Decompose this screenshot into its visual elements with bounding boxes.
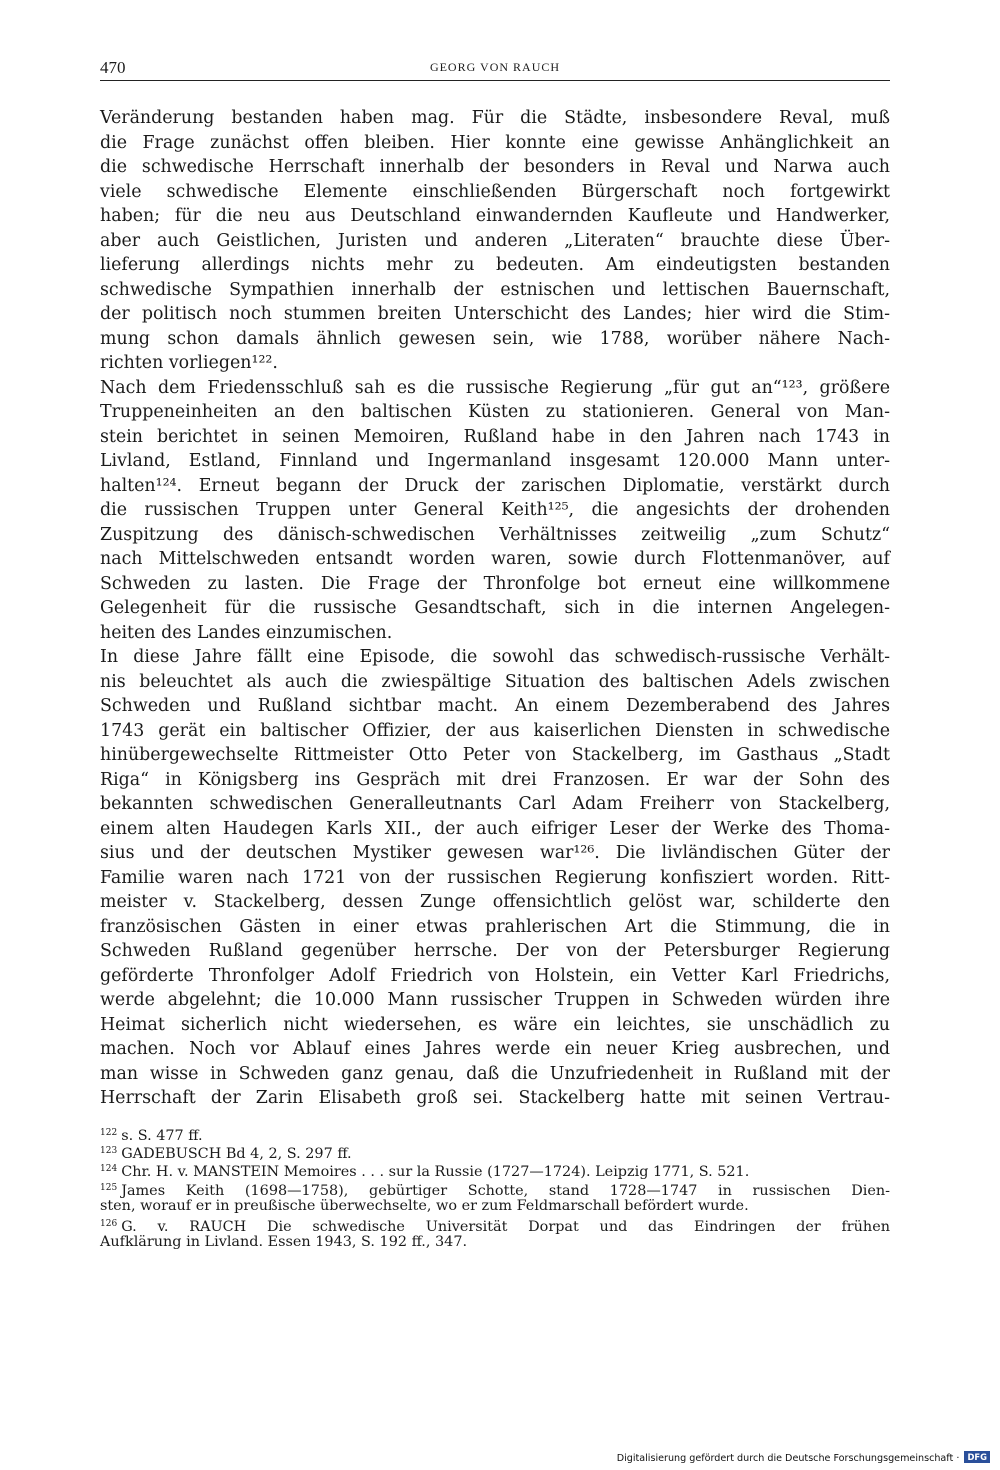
footnote-text: James Keith (1698—1758), gebürtiger Schotte, stand 1728—1747 in russischen Dien-	[121, 1182, 890, 1199]
text-line: hinübergewechselte Rittmeister Otto Peter von Stackelberg, im Gasthaus „Stadt	[100, 745, 890, 765]
text-line: 1743 gerät ein baltischer Offizier, der aus kaiserlichen Diensten in schwedische	[100, 720, 890, 741]
text-line: Livland, Estland, Finnland und Ingermanland insgesamt 120.000 Mann unter-	[100, 451, 890, 471]
text-line: stein berichtet in seinen Memoiren, Rußland habe in den Jahren nach 1743 in	[100, 426, 890, 447]
text-line: Schweden Rußland gegenüber herrsche. Der von der Petersburger Regierung	[100, 941, 890, 961]
footnote	[100, 1160, 890, 1181]
footnote-number: 126	[100, 1218, 118, 1229]
text-line: viele schwedische Elemente einschließenden Bürgerschaft noch fortgewirkt	[100, 181, 890, 202]
text-line: Nach dem Friedensschluß sah es die russische Regierung „für gut an“¹²³, größere	[100, 377, 890, 398]
text-line: Riga“ in Königsberg ins Gespräch mit drei Franzosen. Er war der Sohn des	[100, 769, 890, 790]
text-line: geförderte Thronfolger Adolf Friedrich von Holstein, ein Vetter Karl Friedrichs,	[100, 965, 890, 986]
text-line: Truppeneinheiten an den baltischen Küsten zu stationieren. General von Man-	[100, 402, 890, 422]
text-line: französischen Gästen in einer etwas prahlerischen Art die Stimmung, die in	[100, 916, 890, 937]
text-line: machen. Noch vor Ablauf eines Jahres werde ein neuer Krieg ausbrechen, und	[100, 1039, 890, 1059]
text-line: sius und der deutschen Mystiker gewesen war¹²⁶. Die livländischen Güter der	[100, 843, 890, 863]
text-line: werde abgelehnt; die 10.000 Mann russischer Truppen in Schweden würden ihre	[100, 990, 890, 1010]
text-line: Herrschaft der Zarin Elisabeth groß sei. Stackelberg hatte mit seinen Vertrau-	[100, 1088, 890, 1108]
footnote-text: Aufklärung in Livland. Essen 1943, S. 192 ff., 347.	[100, 1234, 468, 1251]
text-line: richten vorliegen¹²².	[100, 353, 278, 373]
text-line: haben; für die neu aus Deutschland einwandernden Kaufleute und Handwerker,	[100, 206, 890, 226]
footnote-number: 124	[100, 1164, 118, 1175]
credit-text: Digitalisierung gefördert durch die Deutsche Forschungsgemeinschaft ·	[616, 1453, 960, 1464]
text-line: halten¹²⁴. Erneut begann der Druck der zarischen Diplomatie, verstärkt durch	[100, 475, 890, 496]
text-line: Gelegenheit für die russische Gesandtschaft, sich in die internen Angelegen-	[100, 598, 890, 618]
text-line: meister v. Stackelberg, dessen Zunge offensichtlich gelöst war, schilderte den	[100, 892, 890, 912]
text-line: Heimat sicherlich nicht wiedersehen, es wäre ein leichtes, sie unschädlich zu	[100, 1014, 890, 1035]
footnote	[100, 1124, 890, 1142]
footnote-number: 122	[100, 1128, 118, 1138]
footnote-number: 125	[100, 1182, 118, 1193]
text-line: die Frage zunächst offen bleiben. Hier konnte eine gewisse Anhänglichkeit an	[100, 132, 890, 153]
footnote-number: 123	[100, 1146, 118, 1157]
text-line: Familie waren nach 1721 von der russischen Regierung konfisziert worden. Ritt-	[100, 867, 890, 888]
text-line: man wisse in Schweden ganz genau, daß die Unzufriedenheit in Rußland mit der	[100, 1063, 890, 1084]
text-line: Zuspitzung des dänisch-schwedischen Verhältnisses zeitweilig „zum Schutz“	[100, 524, 890, 545]
footnote	[100, 1233, 890, 1251]
footnote-text: GADEBUSCH Bd 4, 2, S. 297 ff.	[121, 1146, 352, 1163]
footnotes	[100, 1124, 890, 1251]
digitization-credit	[617, 1451, 990, 1464]
footnote-text: Chr. H. v. MANSTEIN Memoires . . . sur la Russie (1727—1724). Leipzig 1771, S. 521.	[121, 1164, 750, 1181]
text-line: Schweden und Rußland sichtbar macht. An einem Dezemberabend des Jahres	[100, 696, 890, 716]
text-line: bekannten schwedischen Generalleutnants Carl Adam Freiherr von Stackelberg,	[100, 794, 890, 814]
dfg-logo-icon: DFG	[964, 1451, 990, 1463]
footnote-text: sten, worauf er in preußische überwechselte, wo er zum Feldmarschall befördert wurde.	[100, 1197, 749, 1214]
footnote	[100, 1215, 890, 1233]
running-head: GEORG VON RAUCH	[429, 60, 561, 74]
body-text	[100, 106, 890, 1111]
text-line: nach Mittelschweden entsandt worden waren, sowie durch Flottenmanöver, auf	[100, 549, 890, 569]
text-line: aber auch Geistlichen, Juristen und anderen „Literaten“ brauchte diese Über-	[100, 230, 890, 251]
page-number: 470	[100, 58, 126, 77]
text-line: nis beleuchtet als auch die zwiespältige Situation des baltischen Adels zwischen	[100, 671, 890, 692]
footnote-text: s. S. 477 ff.	[121, 1128, 203, 1144]
text-line: lieferung allerdings nichts mehr zu bedeuten. Am eindeutigsten bestanden	[100, 255, 890, 275]
text-line: In diese Jahre fällt eine Episode, die sowohl das schwedisch-russische Verhält-	[100, 647, 890, 667]
text-line: Schweden zu lasten. Die Frage der Thronfolge bot erneut eine willkommene	[100, 573, 890, 594]
text-line: mung schon damals ähnlich gewesen sein, wie 1788, worüber nähere Nach-	[100, 328, 890, 349]
text-line: die russischen Truppen unter General Keith¹²⁵, die angesichts der drohenden	[100, 500, 890, 520]
text-line: Veränderung bestanden haben mag. Für die Städte, insbesondere Reval, muß	[100, 108, 890, 128]
footnote	[100, 1197, 890, 1215]
text-line: die schwedische Herrschaft innerhalb der besonders in Reval und Narwa auch	[100, 157, 890, 177]
footnote-text: G. v. RAUCH Die schwedische Universität Dorpat und das Eindringen der frühen	[121, 1218, 890, 1235]
footnote	[100, 1142, 890, 1163]
text-line: der politisch noch stummen breiten Unterschicht des Landes; hier wird die Stim-	[100, 304, 890, 324]
page-header	[100, 56, 890, 81]
text-line: schwedische Sympathien innerhalb der estnischen und lettischen Bauernschaft,	[100, 279, 890, 300]
text-line: heiten des Landes einzumischen.	[100, 622, 393, 643]
footnote	[100, 1179, 890, 1197]
text-line: einem alten Haudegen Karls XII., der auch eifriger Leser der Werke des Thoma-	[100, 818, 890, 839]
